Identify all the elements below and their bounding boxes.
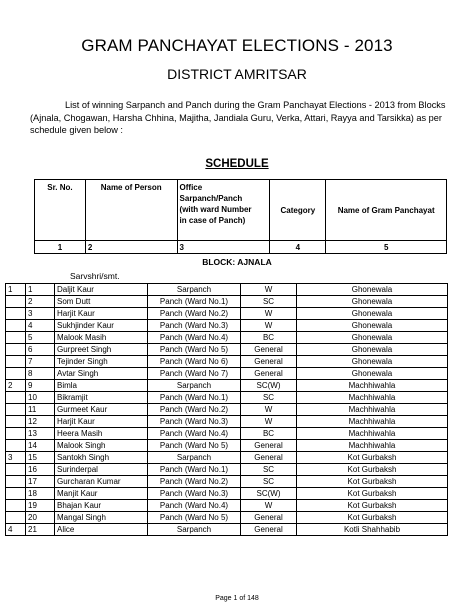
header-office-line: Office — [179, 183, 203, 192]
group-number — [6, 368, 26, 380]
table-row — [6, 476, 448, 488]
office-cell: Panch (Ward No.1) — [148, 464, 241, 476]
district-subtitle: DISTRICT AMRITSAR — [167, 66, 307, 82]
group-number: 1 — [6, 284, 26, 296]
office-cell: Panch (Ward No.3) — [148, 416, 241, 428]
serial-number: 17 — [26, 476, 55, 488]
gram-panchayat-cell: Kot Gurbaksh — [297, 500, 448, 512]
office-cell: Panch (Ward No 5) — [148, 512, 241, 524]
group-number — [6, 308, 26, 320]
group-number — [6, 320, 26, 332]
serial-number: 19 — [26, 500, 55, 512]
serial-number: 2 — [26, 296, 55, 308]
category-cell: General — [241, 512, 297, 524]
office-cell: Panch (Ward No.2) — [148, 308, 241, 320]
person-name: Malook Masih — [55, 332, 148, 344]
serial-number: 7 — [26, 356, 55, 368]
table-row — [6, 428, 448, 440]
group-number — [6, 476, 26, 488]
person-name: Bhajan Kaur — [55, 500, 148, 512]
schedule-header-table — [34, 179, 447, 254]
col-number: 5 — [326, 241, 447, 254]
category-cell: W — [241, 284, 297, 296]
header-category: Category — [270, 180, 326, 241]
serial-number: 8 — [26, 368, 55, 380]
group-number — [6, 500, 26, 512]
gram-panchayat-cell: Kot Gurbaksh — [297, 488, 448, 500]
col-number: 2 — [85, 241, 177, 254]
gram-panchayat-cell: Kot Gurbaksh — [297, 452, 448, 464]
group-number — [6, 512, 26, 524]
serial-number: 16 — [26, 464, 55, 476]
person-name: Bimla — [55, 380, 148, 392]
office-cell: Sarpanch — [148, 380, 241, 392]
header-office-line: (with ward Number — [179, 205, 252, 214]
office-cell: Panch (Ward No.4) — [148, 332, 241, 344]
person-name: Harjit Kaur — [55, 308, 148, 320]
category-cell: General — [241, 440, 297, 452]
gram-panchayat-cell: Ghonewala — [297, 368, 448, 380]
person-name: Bikramjit — [55, 392, 148, 404]
gram-panchayat-cell: Machhiwahla — [297, 392, 448, 404]
group-number: 3 — [6, 452, 26, 464]
office-cell: Panch (Ward No 5) — [148, 440, 241, 452]
category-cell: BC — [241, 428, 297, 440]
serial-number: 11 — [26, 404, 55, 416]
group-number — [6, 344, 26, 356]
header-sr-no: Sr. No. — [35, 180, 86, 241]
table-row — [6, 440, 448, 452]
header-gram-panchayat: Name of Gram Panchayat — [326, 180, 447, 241]
person-name: Surinderpal — [55, 464, 148, 476]
office-cell: Panch (Ward No 6) — [148, 356, 241, 368]
gram-panchayat-cell: Machhiwahla — [297, 428, 448, 440]
gram-panchayat-cell: Ghonewala — [297, 284, 448, 296]
group-number: 2 — [6, 380, 26, 392]
gram-panchayat-cell: Machhiwahla — [297, 404, 448, 416]
serial-number: 15 — [26, 452, 55, 464]
person-name: Gurmeet Kaur — [55, 404, 148, 416]
gram-panchayat-cell: Machhiwahla — [297, 380, 448, 392]
table-row — [6, 332, 448, 344]
serial-number: 9 — [26, 380, 55, 392]
gram-panchayat-cell: Ghonewala — [297, 356, 448, 368]
table-row — [6, 416, 448, 428]
person-name: Sukhjinder Kaur — [55, 320, 148, 332]
table-row — [6, 464, 448, 476]
category-cell: General — [241, 452, 297, 464]
table-row — [6, 284, 448, 296]
col-number: 4 — [270, 241, 326, 254]
table-row — [6, 368, 448, 380]
category-cell: W — [241, 500, 297, 512]
table-row — [6, 500, 448, 512]
office-cell: Panch (Ward No.1) — [148, 392, 241, 404]
office-cell: Sarpanch — [148, 524, 241, 536]
group-number — [6, 296, 26, 308]
col-number: 1 — [35, 241, 86, 254]
gram-panchayat-cell: Ghonewala — [297, 296, 448, 308]
gram-panchayat-cell: Ghonewala — [297, 344, 448, 356]
header-office — [177, 180, 270, 241]
gram-panchayat-cell: Ghonewala — [297, 320, 448, 332]
gram-panchayat-cell: Ghonewala — [297, 308, 448, 320]
serial-number: 10 — [26, 392, 55, 404]
category-cell: W — [241, 320, 297, 332]
group-number — [6, 332, 26, 344]
person-name: Mangal Singh — [55, 512, 148, 524]
col-number: 3 — [177, 241, 270, 254]
table-row — [6, 488, 448, 500]
office-cell: Sarpanch — [148, 284, 241, 296]
page-footer: Page 1 of 148 — [215, 595, 259, 602]
category-cell: SC — [241, 296, 297, 308]
table-row — [6, 404, 448, 416]
office-cell: Panch (Ward No 5) — [148, 344, 241, 356]
header-office-line: in case of Panch) — [179, 216, 246, 225]
serial-number: 6 — [26, 344, 55, 356]
category-cell: SC — [241, 476, 297, 488]
table-row — [6, 344, 448, 356]
category-cell: W — [241, 308, 297, 320]
gram-panchayat-cell: Machhiwahla — [297, 440, 448, 452]
table-row — [6, 320, 448, 332]
person-name: Avtar Singh — [55, 368, 148, 380]
members-table-body — [6, 284, 448, 536]
group-number — [6, 416, 26, 428]
schedule-heading: SCHEDULE — [205, 158, 269, 170]
serial-number: 21 — [26, 524, 55, 536]
sarvshri-label: Sarvshri/smt. — [70, 271, 120, 281]
members-table — [5, 283, 448, 536]
serial-number: 5 — [26, 332, 55, 344]
table-row — [6, 392, 448, 404]
serial-number: 3 — [26, 308, 55, 320]
office-cell: Panch (Ward No.4) — [148, 428, 241, 440]
category-cell: W — [241, 416, 297, 428]
office-cell: Panch (Ward No 7) — [148, 368, 241, 380]
category-cell: General — [241, 356, 297, 368]
table-row — [6, 380, 448, 392]
office-cell: Panch (Ward No.3) — [148, 320, 241, 332]
office-cell: Panch (Ward No.2) — [148, 404, 241, 416]
intro-paragraph: List of winning Sarpanch and Panch during the Gram Panchayat Elections - 2013 from Blocks (Ajnala, Chogawan, Harsha Chhina, Majitha, Jandiala Guru, Verka, Attari, Rayya and Tarsikka) as per schedule given below : — [30, 100, 446, 135]
category-cell: SC — [241, 464, 297, 476]
block-label: BLOCK: AJNALA — [202, 257, 272, 267]
gram-panchayat-cell: Machhiwahla — [297, 416, 448, 428]
category-cell: SC — [241, 392, 297, 404]
category-cell: General — [241, 368, 297, 380]
group-number — [6, 464, 26, 476]
office-cell: Panch (Ward No.1) — [148, 296, 241, 308]
office-cell: Panch (Ward No.3) — [148, 488, 241, 500]
header-name: Name of Person — [85, 180, 177, 241]
table-row — [6, 512, 448, 524]
serial-number: 18 — [26, 488, 55, 500]
serial-number: 4 — [26, 320, 55, 332]
header-row — [35, 180, 447, 241]
group-number — [6, 440, 26, 452]
office-cell: Sarpanch — [148, 452, 241, 464]
table-row — [6, 356, 448, 368]
table-row — [6, 524, 448, 536]
table-row — [6, 452, 448, 464]
person-name: Gurcharan Kumar — [55, 476, 148, 488]
person-name: Santokh Singh — [55, 452, 148, 464]
group-number: 4 — [6, 524, 26, 536]
person-name: Tejinder Singh — [55, 356, 148, 368]
person-name: Gurpreet Singh — [55, 344, 148, 356]
serial-number: 20 — [26, 512, 55, 524]
person-name: Malook Singh — [55, 440, 148, 452]
column-number-row — [35, 241, 447, 254]
person-name: Som Dutt — [55, 296, 148, 308]
serial-number: 12 — [26, 416, 55, 428]
header-office-line: Sarpanch/Panch — [179, 194, 243, 203]
office-cell: Panch (Ward No.2) — [148, 476, 241, 488]
serial-number: 14 — [26, 440, 55, 452]
table-row — [6, 308, 448, 320]
category-cell: SC(W) — [241, 380, 297, 392]
person-name: Daljit Kaur — [55, 284, 148, 296]
gram-panchayat-cell: Ghonewala — [297, 332, 448, 344]
group-number — [6, 356, 26, 368]
serial-number: 1 — [26, 284, 55, 296]
category-cell: General — [241, 524, 297, 536]
group-number — [6, 428, 26, 440]
group-number — [6, 392, 26, 404]
gram-panchayat-cell: Kotli Shahhabib — [297, 524, 448, 536]
person-name: Manjit Kaur — [55, 488, 148, 500]
document-title: GRAM PANCHAYAT ELECTIONS - 2013 — [81, 36, 393, 55]
office-cell: Panch (Ward No.4) — [148, 500, 241, 512]
category-cell: BC — [241, 332, 297, 344]
person-name: Heera Masih — [55, 428, 148, 440]
category-cell: SC(W) — [241, 488, 297, 500]
person-name: Alice — [55, 524, 148, 536]
person-name: Harjit Kaur — [55, 416, 148, 428]
gram-panchayat-cell: Kot Gurbaksh — [297, 476, 448, 488]
group-number — [6, 404, 26, 416]
category-cell: W — [241, 404, 297, 416]
table-row — [6, 296, 448, 308]
category-cell: General — [241, 344, 297, 356]
group-number — [6, 488, 26, 500]
gram-panchayat-cell: Kot Gurbaksh — [297, 512, 448, 524]
serial-number: 13 — [26, 428, 55, 440]
gram-panchayat-cell: Kot Gurbaksh — [297, 464, 448, 476]
